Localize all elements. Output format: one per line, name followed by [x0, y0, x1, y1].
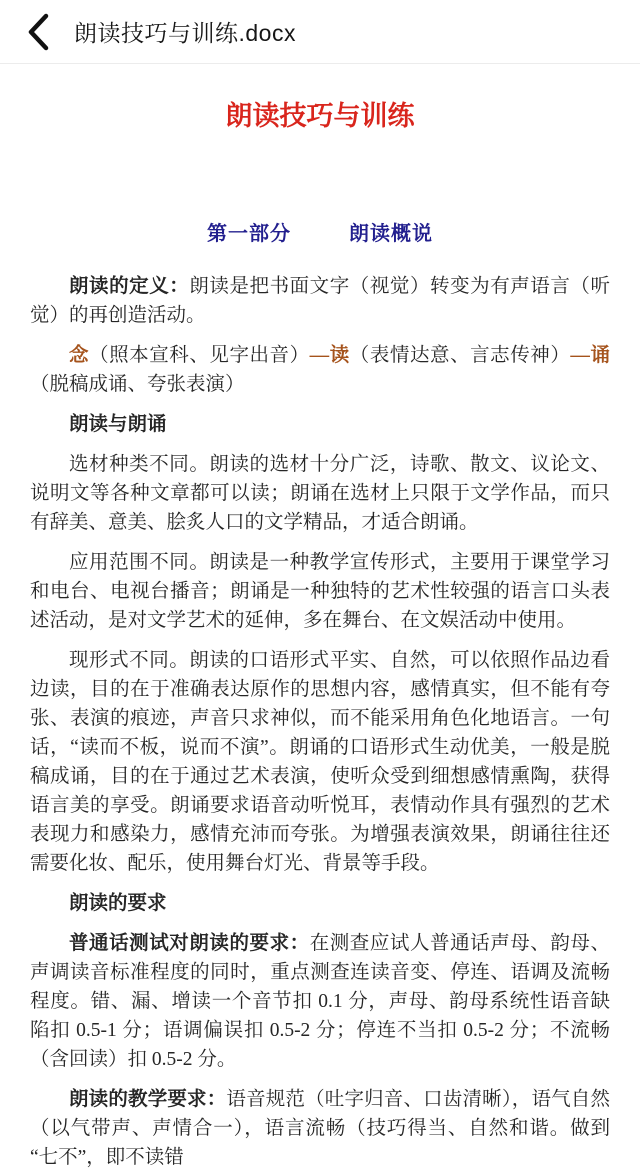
- top-bar: [0, 0, 640, 64]
- paragraph: [30, 450, 610, 537]
- paragraph: [30, 646, 610, 878]
- section-part-label: 第一部分: [207, 223, 291, 245]
- text-run: —诵: [570, 345, 610, 366]
- text-run: 普通话测试对朗读的要求：: [69, 933, 310, 954]
- back-button[interactable]: [26, 7, 58, 57]
- document-title: 朗读技巧与训练: [225, 101, 415, 131]
- sub-heading: [30, 889, 610, 918]
- text-run: 念: [69, 345, 90, 366]
- text-run: 朗读的要求: [69, 893, 167, 914]
- text-run: （照本宣科、见字出音）: [89, 345, 310, 366]
- paragraph: [30, 548, 610, 635]
- paragraph: [30, 341, 610, 399]
- section-name-label: 朗读概说: [349, 223, 433, 245]
- text-run: 语音规范（吐字归音、口齿清晰），语气自然（以气带声、声情合一），语言流畅（技巧得当、自然和谐。做到“七不”，即不读错: [30, 1089, 610, 1168]
- sub-heading: [30, 410, 610, 439]
- document-content: [0, 96, 640, 1172]
- section-heading: [30, 220, 610, 249]
- text-run: 应用范围不同。朗读是一种教学宣传形式，主要用于课堂学习和电台、电视台播音；朗诵是一种独特的艺术性较强的语言口头表述活动，是对文学艺术的延伸，多在舞台、在文娱活动中使用。: [30, 552, 610, 631]
- text-run: —读: [309, 345, 350, 366]
- text-run: 现形式不同。朗读的口语形式平实、自然，可以依照作品边看边读，目的在于准确表达原作的思想内容，感情真实，但不能有夸张、表演的痕迹，声音只求神似，而不能采用角色化地语言。一句话，“读而不板，说而不演”。朗诵的口语形式生动优美，一般是脱稿成诵，目的在于通过艺术表演，使听众受到细想感情熏陶，获得语言美的享受。朗诵要求语音动听悦耳，表情动作具有强烈的艺术表现力和感染力，感情充沛而夸张。为增强表演效果，朗诵往往还需要化妆、配乐，使用舞台灯光、背景等手段。: [30, 650, 610, 874]
- text-run: 朗读的定义：: [69, 276, 190, 297]
- text-run: 朗读是把书面文字（视觉）转变为有声语言（听觉）的再创造活动。: [30, 276, 610, 326]
- text-run: 在测查应试人普通话声母、韵母、声调读音标准程度的同时，重点测查连读音变、停连、语调及流畅程度。错、漏、增读一个音节扣 0.1 分，声母、韵母系统性语音缺陷扣 0.5-1 分；语调偏误扣 0.5-2 分；停连不当扣 0.5-2 分；不流畅（含回读）扣 0.5-2 分。: [30, 933, 610, 1070]
- text-run: 朗读与朗诵: [69, 414, 167, 435]
- text-run: （脱稿成诵、夸张表演）: [30, 374, 245, 395]
- text-run: 选材种类不同。朗读的选材十分广泛，诗歌、散文、议论文、说明文等各种文章都可以读；朗诵在选材上只限于文学作品，而只有辞美、意美、脍炙人口的文学精品，才适合朗诵。: [30, 454, 610, 533]
- paragraph: [30, 929, 610, 1074]
- paragraph: [30, 272, 610, 330]
- text-run: 朗读的教学要求：: [69, 1089, 227, 1110]
- text-run: （表情达意、言志传神）: [349, 345, 571, 366]
- document-body: [30, 272, 610, 1172]
- file-title: 朗读技巧与训练.docx: [74, 20, 296, 46]
- paragraph: [30, 1085, 610, 1172]
- chevron-left-icon: [26, 13, 50, 51]
